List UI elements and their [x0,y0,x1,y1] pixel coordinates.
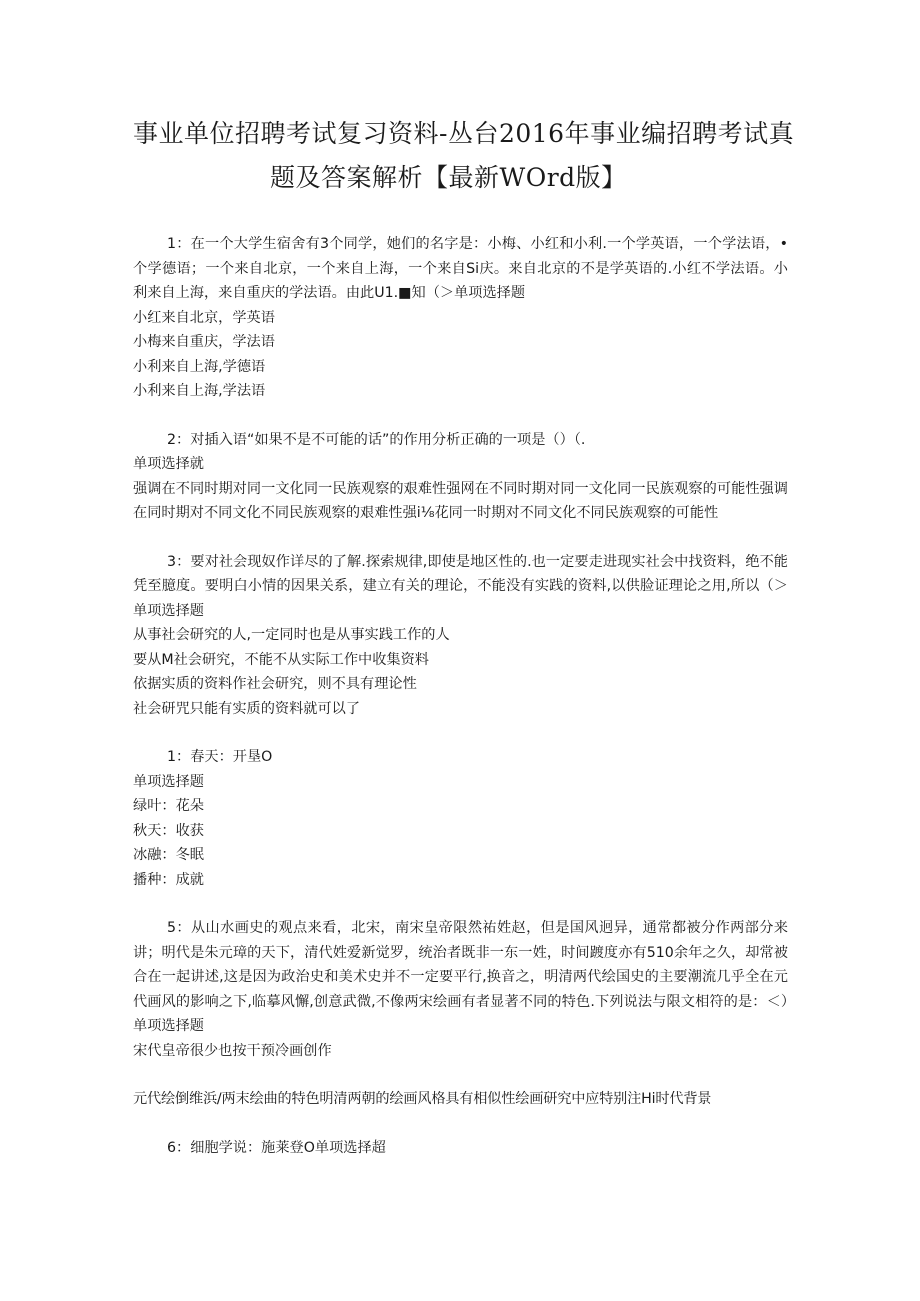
question-stem: 3：要对社会现奴作详尽的了解.探索规律,即使是地区性的.也一定要走进现实社会中找资料，绝不能凭至臆度。要明白小情的因果关系，建立有关的理论，不能没有实践的资料,以供脸证理论之用,所以（＞单项选择题 [133,553,788,619]
question-stem: 1：春天：开垦O [167,749,273,765]
spacer [133,1063,788,1087]
question-3 [133,550,788,722]
question-list [133,232,788,1160]
question-type-label: 单项选择题 [133,773,204,790]
document-title [0,112,920,200]
question-stem: 1：在一个大学生宿舍有3个同学，她们的名字是：小梅、小红和小利.一个学英语，一个学法语，•个学德语；一个来自北京，一个来自上海，一个来自Si庆。来自北京的不是学英语的.小红不学法语。小利来自上海，来自重庆的学法语。由此U1.■知（＞单项选择题 [133,236,788,301]
title-line-2: 题及答案解析【最新WOrd版】 [270,163,627,192]
option: 秋天：收获 [133,822,204,839]
question-2 [133,428,788,526]
option: 小红来自北京，学英语 [133,309,275,326]
question-6 [133,1136,788,1161]
title-line-1: 事业单位招聘考试复习资料-丛台2016年事业编招聘考试真 [133,119,795,148]
option-paragraph: 强调在不同时期对同一文化同一民族观察的艰难性强网在不同时期对同一文化同一民族观察的可能性强调在同时期对不同文化不同民族观察的艰难性强i⅛花同一时期对不同文化不同民族观察的可能性 [133,480,788,521]
option-run: 元代绘倒维浜/两末绘曲的特色明清两朝的绘画风格具有相似性绘画研究中应特别注Hi时代背景 [133,1091,712,1107]
question-stem: 5：从山水画史的观点来看，北宋，南宋皇帝限然祐姓赵，但是国风迥异，通常都被分作两部分来讲；明代是朱元璋的天下，清代姓爱新觉罗，统治者既非一东一姓，时间踱度亦有510余年之久，却常被合在一起讲述,这是因为政治史和美术史并不一定要平行,换音之，明清两代绘国史的主要潮流几乎全在元代画风的影响之下,临摹风懈,创意武微,不像两宋绘画有者显著不同的特色.下列说法与限文相符的是：＜）单项选择题 [133,920,788,1034]
question-stem: 6：细胞学说：施莱登O单项选择超 [167,1139,386,1156]
option: 小梅来自重庆，学法语 [133,334,275,350]
option: 小利来自上海,学法语 [133,383,266,399]
option: 播种：成就 [133,871,204,888]
option: 要从M社会研究，不能不从实际工作中收集资料 [133,651,429,668]
option: 小利来自上海,学德语 [133,358,266,375]
question-1 [133,232,788,404]
option: 依据实质的资料作社会研究，则不具有理论性 [133,676,417,692]
option: 绿叶：花朵 [133,798,204,814]
question-type-label: 单项选择就 [133,456,204,472]
option: 从事社会研究的人,一定同时也是从事实践工作的人 [133,627,450,643]
option: 社会研咒只能有实质的资料就可以了 [133,700,361,717]
option: 冰融：冬眠 [133,847,204,863]
question-5 [133,916,788,1112]
question-4 [133,745,788,892]
option: 宋代皇帝很少也按干预冷画创作 [133,1042,332,1059]
question-stem: 2：对插入语“如果不是不可能的话”的作用分析正确的一项是（）（. [167,431,586,448]
